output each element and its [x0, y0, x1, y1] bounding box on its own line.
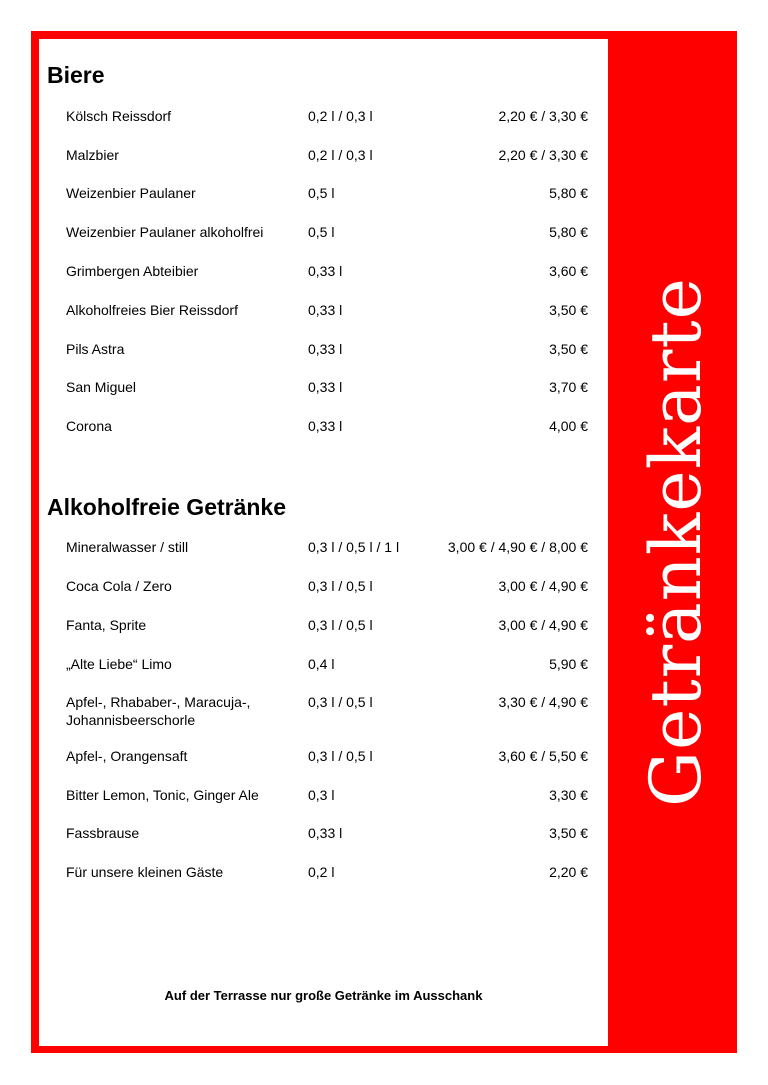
item-size: 0,5 l [308, 224, 335, 240]
item-name: Weizenbier Paulaner alkoholfrei [66, 224, 264, 240]
item-size: 0,4 l [308, 656, 335, 672]
item-size: 0,3 l / 0,5 l [308, 617, 373, 633]
item-name: Fassbrause [66, 825, 140, 841]
item-name: Bitter Lemon, Tonic, Ginger Ale [66, 787, 259, 803]
item-price: 3,30 € / 4,90 € [498, 694, 588, 710]
item-name: San Miguel [66, 379, 137, 395]
item-price: 3,70 € [549, 379, 588, 395]
item-size: 0,33 l [308, 418, 343, 434]
item-size: 0,2 l / 0,3 l [308, 108, 373, 124]
item-size: 0,33 l [308, 263, 343, 279]
item-price: 3,50 € [549, 302, 588, 318]
item-size: 0,33 l [308, 825, 343, 841]
item-price: 3,50 € [549, 341, 588, 357]
item-name: Fanta, Sprite [66, 617, 147, 633]
item-name: Pils Astra [66, 341, 125, 357]
item-size: 0,3 l [308, 787, 335, 803]
item-price: 3,60 € / 5,50 € [498, 748, 588, 764]
item-name: Mineralwasser / still [66, 539, 189, 555]
item-name: Coca Cola / Zero [66, 578, 172, 594]
item-name: Grimbergen Abteibier [66, 263, 199, 279]
item-size: 0,2 l [308, 864, 335, 880]
item-price: 3,00 € / 4,90 € / 8,00 € [447, 539, 588, 555]
item-price: 2,20 € / 3,30 € [498, 147, 588, 163]
item-price: 5,80 € [549, 224, 588, 240]
item-size: 0,5 l [308, 185, 335, 201]
item-name: Corona [66, 418, 112, 434]
item-name: Kölsch Reissdorf [66, 108, 172, 124]
item-name: Apfel-, Rhababer-, Maracuja-, Johannisbeerschorle [66, 694, 251, 728]
footer-note: Auf der Terrasse nur große Getränke im Ausschank [164, 988, 483, 1003]
section-title-alkoholfreie-getraenke: Alkoholfreie Getränke [47, 494, 287, 520]
item-price: 5,80 € [549, 185, 588, 201]
item-name: Alkoholfreies Bier Reissdorf [66, 302, 238, 318]
item-size: 0,2 l / 0,3 l [308, 147, 373, 163]
item-price: 3,00 € / 4,90 € [498, 617, 588, 633]
item-name: Weizenbier Paulaner [66, 185, 196, 201]
side-title [615, 31, 737, 1053]
item-name: Malzbier [66, 147, 119, 163]
item-price: 4,00 € [549, 418, 588, 434]
item-size: 0,3 l / 0,5 l [308, 578, 373, 594]
side-title-text: Getränkekarte [635, 277, 718, 807]
item-size: 0,33 l [308, 302, 343, 318]
item-price: 3,50 € [549, 825, 588, 841]
item-name: Apfel-, Orangensaft [66, 748, 188, 764]
item-price: 5,90 € [549, 656, 588, 672]
item-size: 0,33 l [308, 341, 343, 357]
item-price: 2,20 € [549, 864, 588, 880]
item-size: 0,3 l / 0,5 l [308, 694, 373, 710]
item-name: „Alte Liebe“ Limo [66, 656, 172, 672]
item-size: 0,3 l / 0,5 l / 1 l [308, 539, 400, 555]
section-title-biere: Biere [47, 62, 105, 88]
item-price: 3,00 € / 4,90 € [498, 578, 588, 594]
item-price: 3,60 € [549, 263, 588, 279]
item-price: 3,30 € [549, 787, 588, 803]
item-size: 0,3 l / 0,5 l [308, 748, 373, 764]
item-name: Für unsere kleinen Gäste [66, 864, 224, 880]
item-price: 2,20 € / 3,30 € [498, 108, 588, 124]
item-size: 0,33 l [308, 379, 343, 395]
